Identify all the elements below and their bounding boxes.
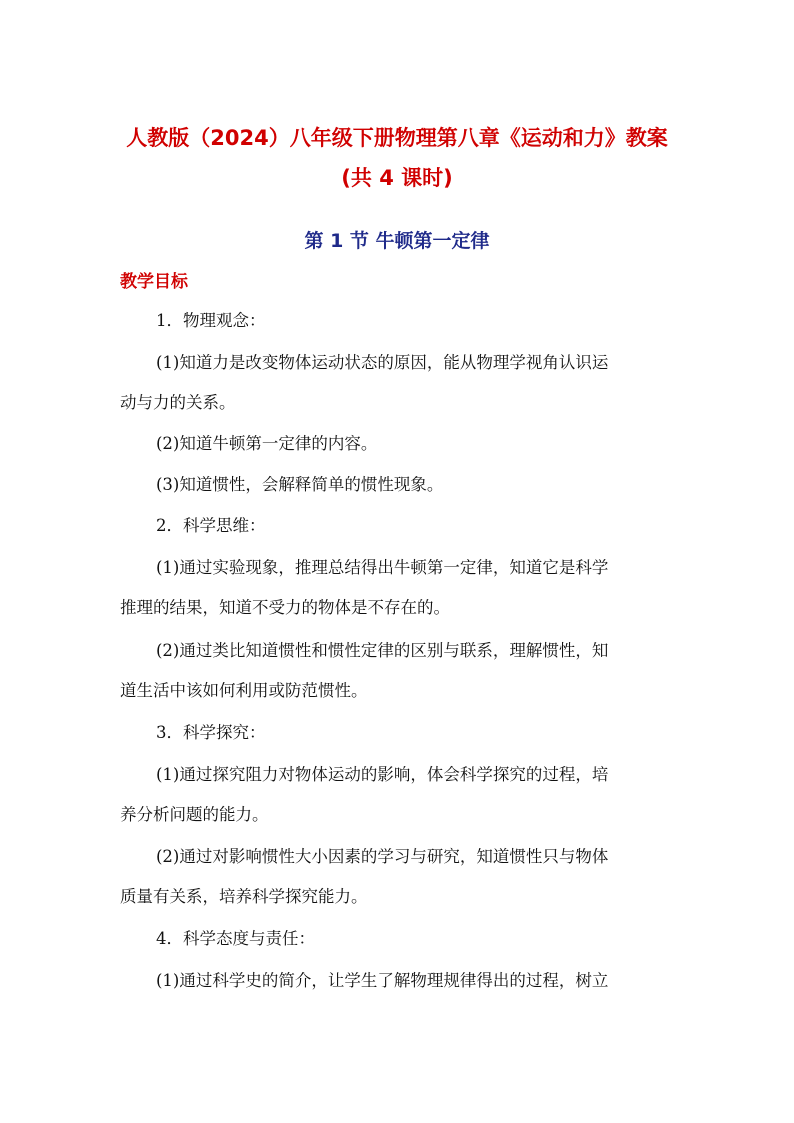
text-line: 质量有关系，培养科学探究能力。 [120,887,368,906]
text-line: 道生活中该如何利用或防范惯性。 [120,681,368,700]
text-line: (2)通过类比知道惯性和惯性定律的区别与联系，理解惯性，知 [156,641,609,660]
text-line: (1)知道力是改变物体运动状态的原因，能从物理学视角认识运 [156,353,609,372]
text-line: 动与力的关系。 [120,393,236,412]
objective-item-2-heading: 2．科学思维： [156,516,266,535]
text-line: (1)通过实验现象，推理总结得出牛顿第一定律，知道它是科学 [156,558,609,577]
document-title-line-2: (共 4 课时) [341,166,453,190]
text-line: 推理的结果，知道不受力的物体是不存在的。 [120,598,450,617]
text-line: (1)通过探究阻力对物体运动的影响，体会科学探究的过程，培 [156,765,609,784]
teaching-objectives-heading: 教学目标 [120,272,188,292]
text-line: (2)知道牛顿第一定律的内容。 [156,434,378,453]
text-line: 养分析问题的能力。 [120,805,269,824]
text-line: (2)通过对影响惯性大小因素的学习与研究，知道惯性只与物体 [156,847,609,866]
objective-item-4-heading: 4．科学态度与责任： [156,929,315,948]
document-title-line-1: 人教版（2024）八年级下册物理第八章《运动和力》教案 [126,126,668,150]
objective-item-1-heading: 1．物理观念： [156,311,266,330]
objective-item-3-heading: 3．科学探究： [156,723,266,742]
section-title: 第 1 节 牛顿第一定律 [304,230,490,252]
text-line: (1)通过科学史的简介，让学生了解物理规律得出的过程，树立 [156,971,609,990]
text-line: (3)知道惯性，会解释简单的惯性现象。 [156,475,444,494]
